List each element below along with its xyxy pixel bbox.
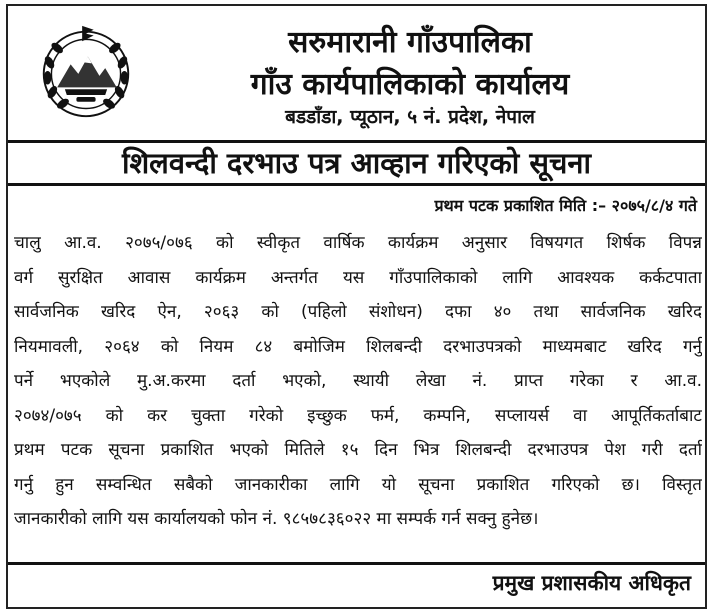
org-name: सरुमारानी गाँउपालिका [288, 25, 532, 60]
notice-title: शिलवन्दी दरभाउ पत्र आव्हान गरिएको सूचना [8, 140, 705, 186]
notice-body [14, 226, 702, 537]
body-line: सार्वजनिक खरिद ऐन, २०६३ को (पहिलो संशोधन) दफा ४० तथा सार्वजनिक खरिद [14, 302, 702, 322]
body-line: प्रथम पटक सूचना प्रकाशित भएको मितिले १५ दिन भित्र शिलबन्दी दरभाउपत्र पेश गरी दर्ता [14, 440, 702, 460]
office-name: गाँउ कार्यपालिकाको कार्यालय [250, 67, 570, 102]
body-line: २०७४/०७५ को कर चुक्ता गरेको इच्छुक फर्म, कम्पनि, सप्लायर्स वा आपूर्तिकर्ताबाट [14, 405, 702, 426]
signature-title: प्रमुख प्रशासकीय अधिकृत [492, 571, 691, 595]
body-line: जानकारीको लागि यस कार्यालयको फोन नं. ९८५७८३६०२२ मा सम्पर्क गर्न सक्नु हुनेछ। [14, 509, 539, 529]
office-address: बडडाँडा, प्यूठान, ५ नं. प्रदेश, नेपाल [285, 106, 535, 128]
body-line: चालु आ.व. २०७५/०७६ को स्वीकृत वार्षिक कार्यक्रम अनुसार विषयगत शिर्षक विपन्न [14, 233, 702, 253]
body-line: वर्ग सुरक्षित आवास कार्यक्रम अन्तर्गत यस गाँउपालिकाको लागि आवश्यक कर्कटपाता [14, 267, 702, 288]
signature-divider [8, 562, 705, 565]
body-line: नियमावली, २०६४ को नियम ८४ बमोजिम शिलबन्दी दरभाउपत्रको माध्यमबाट खरिद गर्नु [14, 336, 702, 357]
body-line: गर्नु हुन सम्वन्धित सबैको जानकारीका लागि यो सूचना प्रकाशित गरिएको छ। विस्तृत [14, 474, 702, 495]
publication-date: प्रथम पटक प्रकाशित मिति :– २०७५/८/४ गते [434, 196, 697, 215]
body-line: पर्ने भएकोले मु.अ.करमा दर्ता भएको, स्थायी लेखा नं. प्राप्त गरेका र आ.व. [14, 371, 702, 391]
emblem-icon [38, 24, 134, 120]
